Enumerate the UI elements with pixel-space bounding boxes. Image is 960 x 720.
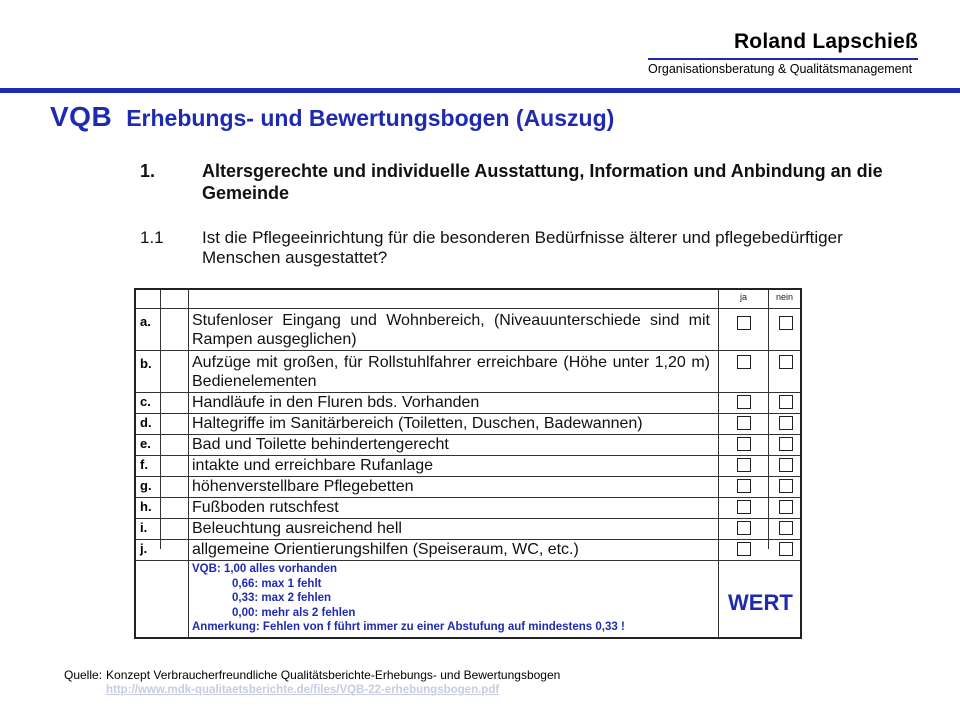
source-link[interactable]: http://www.mdk-qualitaetsberichte.de/files/VQB-22-erhebungsbogen.pdf [106,684,500,696]
row-text: allgemeine Orientierungshilfen (Speiseraum, WC, etc.) [192,541,579,558]
row-divider [136,560,800,561]
source-text: Konzept Verbraucherfreundliche Qualitätsberichte-Erhebungs- und Bewertungsbogen [106,668,561,682]
checkbox-nein[interactable] [779,395,793,409]
row-letter: d. [140,415,152,430]
checkbox-nein[interactable] [779,521,793,535]
assessment-table [134,288,802,639]
col-header-ja: ja [740,292,748,302]
checkbox-ja[interactable] [737,355,751,369]
checkbox-nein[interactable] [779,500,793,514]
page-title [50,101,614,133]
checkbox-ja[interactable] [737,316,751,330]
source-line [64,668,560,682]
checkbox-nein[interactable] [779,416,793,430]
checkbox-nein[interactable] [779,355,793,369]
table-row [136,476,800,497]
checkbox-ja[interactable] [737,416,751,430]
row-text: höhenverstellbare Pflegebetten [192,478,414,495]
vqb-line-2: 0,66: max 1 fehlt [232,577,322,590]
table-row [136,350,800,392]
row-letter: j. [140,541,148,556]
row-letter: g. [140,478,152,493]
row-text: Aufzüge mit großen, für Rollstuhlfahrer erreichbare (Höhe unter 1,20 m) Bedienelementen [192,354,710,390]
checkbox-ja[interactable] [737,521,751,535]
row-letter: f. [140,457,148,472]
row-letter: h. [140,499,152,514]
table-row [136,308,800,350]
section-number: 1. [140,161,156,181]
brand-name: Roland Lapschieß [733,30,918,53]
section-title: Altersgerechte und individuelle Ausstattung, Information und Anbindung an die Gemeinde [202,161,883,203]
checkbox-nein[interactable] [779,542,793,556]
table-row [136,518,800,539]
checkbox-nein[interactable] [779,479,793,493]
table-row [136,434,800,455]
title-code: VQB [50,101,113,132]
row-text: Bad und Toilette behindertengerecht [192,436,449,453]
vqb-note: Anmerkung: Fehlen von f führt immer zu einer Abstufung auf mindestens 0,33 ! [192,621,625,633]
vqb-line-3: 0,33: max 2 fehlen [232,592,332,604]
question-text: Ist die Pflegeeinrichtung für die besonderen Bedürfnisse älterer und pflegebedürftiger Menschen ausgestattet? [202,228,843,267]
checkbox-ja[interactable] [737,458,751,472]
table-row [136,539,800,560]
table-row [136,413,800,434]
vqb-line-1: VQB: 1,00 alles vorhanden [192,563,338,575]
question-number: 1.1 [140,228,164,247]
row-letter: b. [140,356,152,371]
row-text: intakte und erreichbare Rufanlage [192,457,434,474]
row-text: Handläufe in den Fluren bds. Vorhanden [192,394,480,411]
checkbox-ja[interactable] [737,500,751,514]
brand-subtitle: Organisationsberatung & Qualitätsmanagement [648,62,913,76]
row-letter: e. [140,436,151,451]
wert-label: WERT [728,590,793,615]
row-letter: c. [140,394,151,409]
row-text: Fußboden rutschfest [192,499,339,516]
checkbox-ja[interactable] [737,479,751,493]
col-header-nein: nein [776,292,794,302]
checkbox-ja[interactable] [737,395,751,409]
checkbox-nein[interactable] [779,458,793,472]
row-text: Beleuchtung ausreichend hell [192,520,402,537]
table-row [136,497,800,518]
checkbox-nein[interactable] [779,437,793,451]
checkbox-ja[interactable] [737,542,751,556]
vqb-line-4: 0,00: mehr als 2 fehlen [232,606,356,619]
header-divider [0,88,960,93]
row-text: Haltegriffe im Sanitärbereich (Toiletten, Duschen, Badewannen) [192,415,643,432]
vqb-scoring [192,562,625,635]
checkbox-ja[interactable] [737,437,751,451]
brand-underline [648,58,918,60]
table-row [136,392,800,413]
title-text: Erhebungs- und Bewertungsbogen (Auszug) [126,105,615,131]
source-label: Quelle: [64,668,103,682]
table-row [136,455,800,476]
row-text: Stufenloser Eingang und Wohnbereich, (Niveauunterschiede sind mit Rampen ausgeglichen) [192,312,710,348]
row-letter: a. [140,314,151,329]
row-letter: i. [140,520,148,535]
checkbox-nein[interactable] [779,316,793,330]
